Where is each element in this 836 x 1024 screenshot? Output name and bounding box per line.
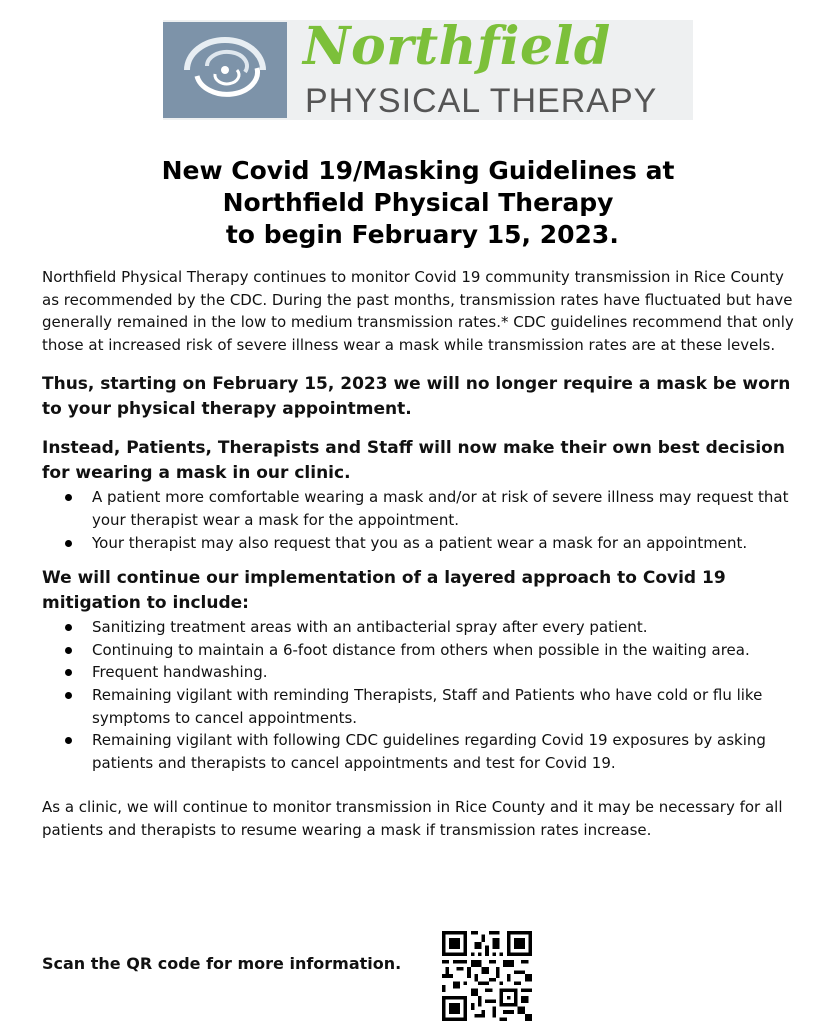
instead-heading: Instead, Patients, Therapists and Staff will now make their own best decision for wearing a mask in our clinic. <box>42 438 785 484</box>
announcement-paragraph: Thus, starting on February 15, 2023 we will no longer require a mask be worn to your physical therapy appointment. <box>42 374 791 420</box>
logo-brand-text: Northfield <box>303 16 611 77</box>
qr-label: Scan the QR code for more information. <box>42 954 402 973</box>
layered-heading: We will continue our implementation of a layered approach to Covid 19 mitigation to include: <box>42 568 726 614</box>
list-item: Frequent handwashing. <box>92 661 802 684</box>
qr-code-icon[interactable] <box>442 931 532 1021</box>
swirl-logo-icon <box>163 22 287 118</box>
title-line-2: Northfield Physical Therapy <box>222 188 614 217</box>
list-item: Remaining vigilant with reminding Therapists, Staff and Patients who have cold or flu like symptoms to cancel appointments. <box>92 684 802 729</box>
list-item: Sanitizing treatment areas with an antibacterial spray after every patient. <box>92 616 802 639</box>
list-item: Remaining vigilant with following CDC guidelines regarding Covid 19 exposures by asking patients and therapists to cancel appointments and test for Covid 19. <box>92 729 802 774</box>
title-line-1: New Covid 19/Masking Guidelines at <box>161 156 675 185</box>
list-item: Continuing to maintain a 6-foot distance from others when possible in the waiting area. <box>92 639 802 662</box>
layered-list <box>42 616 802 774</box>
page-title <box>0 155 836 251</box>
list-item: Your therapist may also request that you as a patient wear a mask for an appointment. <box>92 532 802 555</box>
title-line-3: to begin February 15, 2023. <box>217 220 619 249</box>
clinic-logo <box>163 16 693 120</box>
intro-paragraph: Northfield Physical Therapy continues to monitor Covid 19 community transmission in Rice County as recommended by the CDC. During the past months, transmission rates have fluctuated but have generally remained in the low to medium transmission rates.* CDC guidelines recommend that only those at increased risk of severe illness wear a mask while transmission rates are at these levels. <box>42 268 794 354</box>
logo-subtitle: PHYSICAL THERAPY <box>305 82 658 120</box>
list-item: A patient more comfortable wearing a mask and/or at risk of severe illness may request that your therapist wear a mask for the appointment. <box>92 486 802 531</box>
instead-list <box>42 486 802 554</box>
closing-paragraph: As a clinic, we will continue to monitor transmission in Rice County and it may be necessary for all patients and therapists to resume wearing a mask if transmission rates increase. <box>42 798 783 839</box>
document-body <box>42 266 802 842</box>
